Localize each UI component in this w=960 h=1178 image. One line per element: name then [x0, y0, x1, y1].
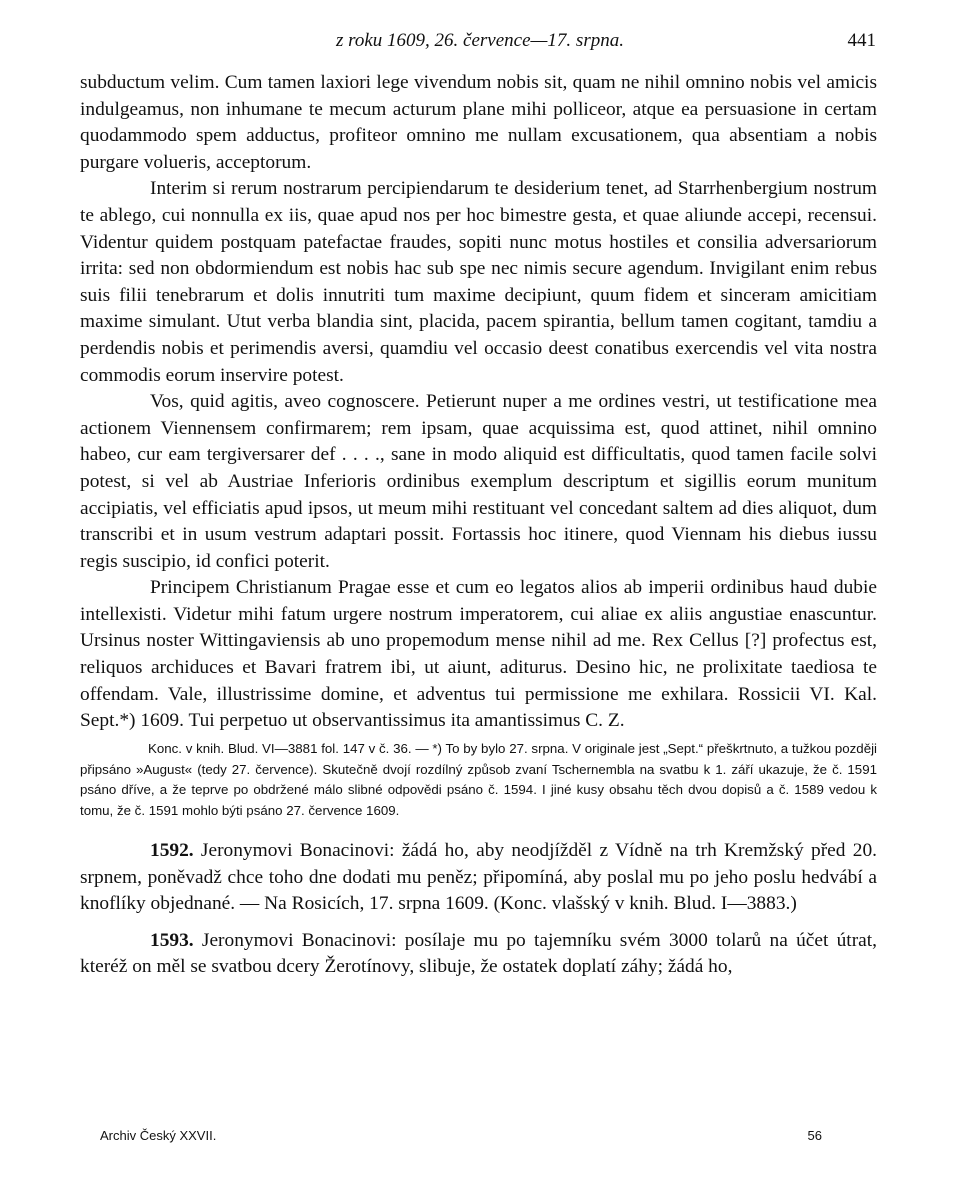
paragraph: Vos, quid agitis, aveo cognoscere. Petierunt nuper a me ordines vestri, ut testificatione mea actionem Viennensem confirmarem; rem ipsam, quae acquissima est, quod attinet, nihil omnino habeo, cur eam tergiversarer def . . . ., sane in modo aliquid est difficultatis, quod tamen facile solvi potest, si vel ab Austriae Inferioris ordinibus exemplum descriptum et sigillis eorum munitum accipiatis, vel efficiatis apud ipsos, ut meum mihi restituant vel concedant saltem ad dies aliquot, dum transcribi et in usum vestrum adaptari possit. Fortassis hoc itinere, quod Viennam his diebus iussu regis suscipio, id confici poterit. [80, 391, 877, 572]
page-footer [80, 1128, 880, 1148]
paragraph: Principem Christianum Pragae esse et cum eo legatos alios ab imperii ordinibus haud dubie intellexisti. Videtur mihi fatum urgere nostrum imperatorem, cui aliae ex aliis angustiae enascuntur. Ursinus noster Wittingaviensis ab uno propemodum mense nihil ad me. Rex Cellus [?] profectus est, reliquos archiduces et Bavari fratrem ibi, ut aiunt, aditurus. Desino hic, ne prolixitate taediosa te offendam. Vale, illustrissime domine, et adventus tui permissione me exhilara. Rossicii VI. Kal. Sept.*) 1609. Tui perpetuo ut observantissimus ita amantissimus C. Z. [80, 577, 877, 732]
paragraph-continued: subductum velim. Cum tamen laxiori lege vivendum nobis sit, quam ne nihil omnino nobis vel amicis indulgeamus, non inhumane te mecum acturum plane mihi polliceor, atque ea persuasione in certam quodammodo spem adductus, profiteor omnino me nullam excusationem, qua absentiam a nobis purgare volueris, acceptorum. [80, 72, 877, 173]
page-number: 441 [847, 30, 876, 51]
entry-text: Jeronymovi Bonacinovi: posílaje mu po tajemníku svém 3000 tolarů na účet útrat, kteréž on měl se svatbou dcery Žerotínovy, slibuje, že ostatek doplatí záhy; žádá ho, [80, 929, 877, 978]
sheet-signature-number: 56 [807, 1128, 822, 1143]
editorial-note: Konc. v knih. Blud. VI—3881 fol. 147 v č. 36. — *) To by bylo 27. srpna. V originale jest „Sept.“ přeškrtnuto, a tužkou později připsáno »August« (tedy 27. července). Skutečně dvojí rozdílný způsob zvaní Tschernembla na svatbu k 1. září ukazuje, že č. 1591 psáno dříve, a že teprve po obdržené málo slibné odpovědi psáno č. 1594. I jiné kusy obsahu těch dvou dopisů a č. 1589 vedou k tomu, že č. 1591 mohlo býti psáno 27. července 1609. [80, 740, 877, 819]
letter-entry-1592 [80, 838, 877, 918]
entry-text: Jeronymovi Bonacinovi: žádá ho, aby neodjížděl z Vídně na trh Kremžský před 20. srpnem, poněvadž chce toho dne dodati mu peněz; připomíná, aby poslal mu po jeho poslu hedvábí a knoflíky objednané. — Na Rosicích, 17. srpna 1609. (Konc. vlašský v knih. Blud. I—3883.) [80, 840, 877, 915]
entry-number: 1592. [150, 840, 194, 862]
paragraph: Interim si rerum nostrarum percipiendarum te desiderium tenet, ad Starrhenbergium nostrum te ablego, cui nonnulla ex iis, quae apud nos per hoc bimestre gesta, et quae aliunde accepi, recensui. Videntur quidem postquam patefactae fraudes, sopiti nunc motus hostiles et consilia adversariorum irrita: sed non obdormiendum est nobis hac sub spe nec nimis secure agendum. Invigilant enim rebus suis filii tenebrarum et dolis innutriti tum maxime decipiunt, quum fidem et sinceram amicitiam maxime simulant. Utut verba blandia sint, placida, pacem spirantia, bellum tamen cogitant, tamdiu a perdendis nobis et perimendis aversi, quamdiu vel occasio deest conatibus exercendis vel vita nostra commodis eorum inservire potest. [80, 178, 877, 386]
page-body [80, 70, 877, 981]
running-header [80, 30, 880, 56]
running-title: z roku 1609, 26. července—17. srpna. [336, 30, 624, 51]
letter-entry-1593 [80, 928, 877, 981]
sheet-signature: Archiv Český XXVII. [100, 1128, 217, 1143]
entry-number: 1593. [150, 929, 194, 951]
